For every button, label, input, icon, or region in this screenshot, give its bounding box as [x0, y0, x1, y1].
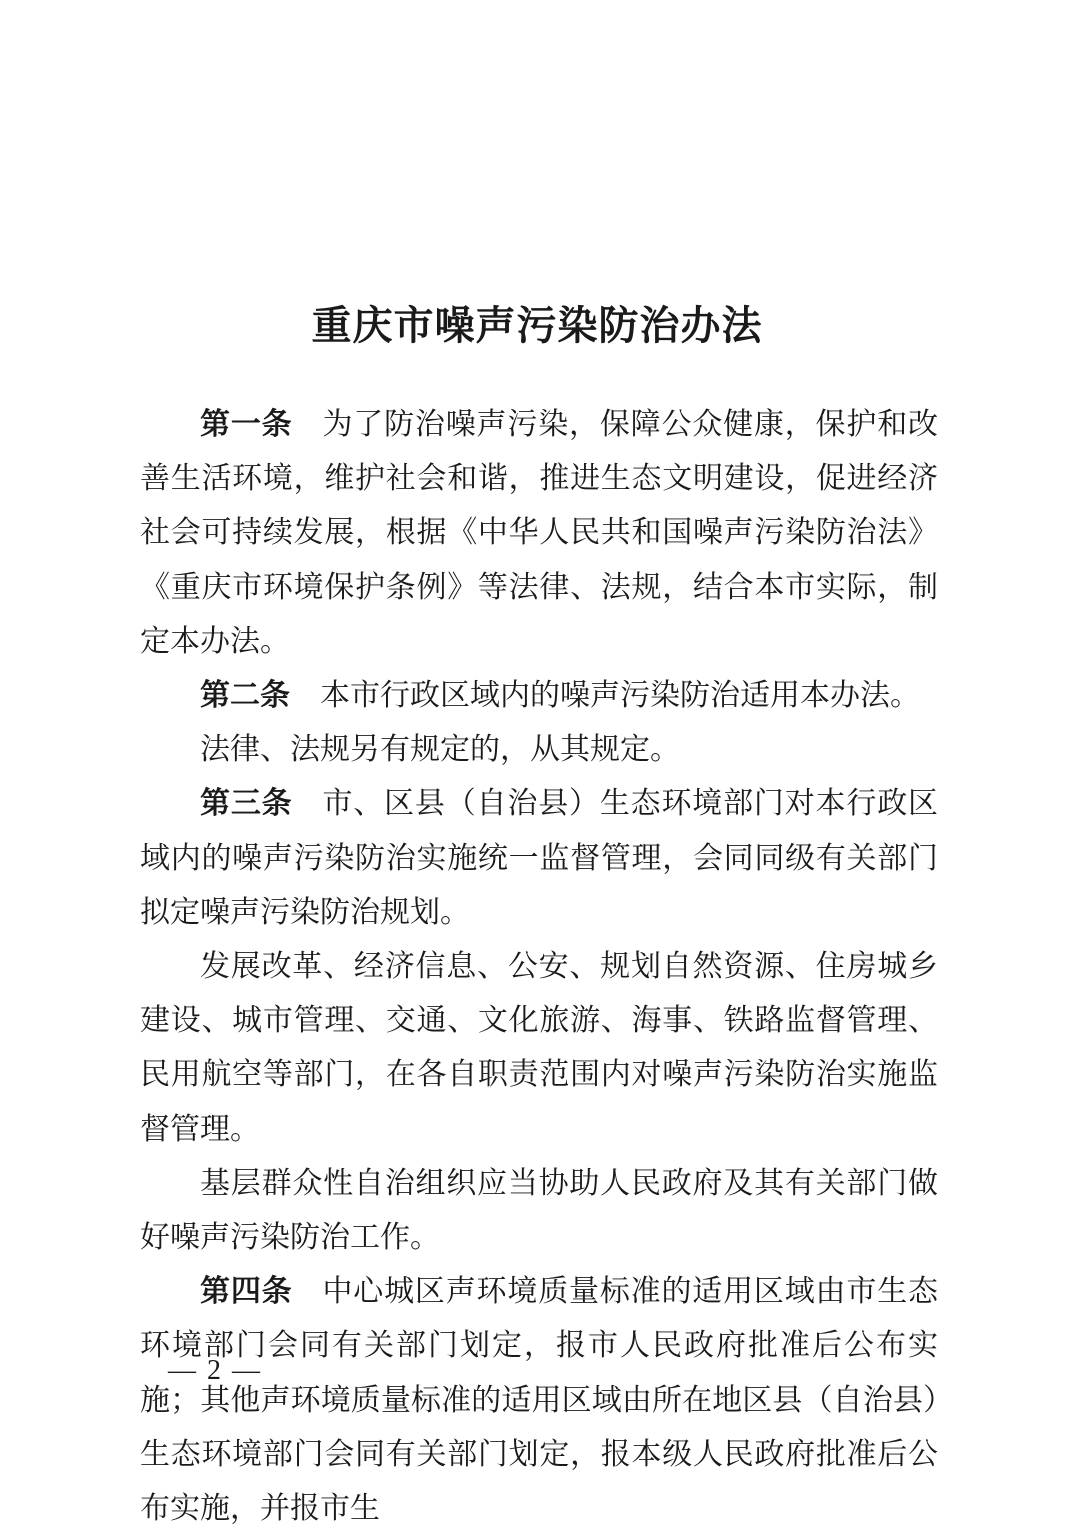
paragraph-article-4: [140, 1265, 938, 1536]
paragraph-article-3: [140, 777, 938, 940]
article-heading-3: 第三条: [200, 786, 293, 822]
paragraph-article-3-clause-2: [140, 940, 938, 1157]
paragraph-text: 法律、法规另有规定的，从其规定。: [200, 732, 680, 768]
document-title: 重庆市噪声污染防治办法: [311, 302, 763, 349]
article-heading-2: 第二条: [200, 678, 290, 714]
paragraph-text: 基层群众性自治组织应当协助人民政府及其有关部门做好噪声污染防治工作。: [140, 1165, 938, 1256]
paragraph-article-3-clause-3: [140, 1157, 938, 1265]
page-number: — 2 —: [168, 1355, 262, 1386]
paragraph-text: 市、区县（自治县）生态环境部门对本行政区域内的噪声污染防治实施统一监督管理，会同同级有关部门拟定噪声污染防治规划。: [140, 786, 939, 930]
article-heading-1: 第一条: [200, 407, 293, 442]
paragraph-text: 本市行政区域内的噪声污染防治适用本办法。: [320, 678, 920, 714]
paragraph-text: 为了防治噪声污染，保障公众健康，保护和改善生活环境，维护社会和谐，推进生态文明建设，促进经济社会可持续发展，根据《中华人民共和国噪声污染防治法》《重庆市环境保护条例》等法律、法规，结合本市实际，制定本办法。: [140, 407, 939, 659]
paragraph-article-1: [140, 398, 938, 669]
paragraph-text: 中心城区声环境质量标准的适用区域由市生态环境部门会同有关部门划定，报市人民政府批准后公布实施；其他声环境质量标准的适用区域由所在地区县（自治县）生态环境部门会同有关部门划定，报本级人民政府批准后公布实施，并报市生: [140, 1274, 939, 1527]
paragraph-article-2: [140, 669, 938, 723]
paragraph-text: 发展改革、经济信息、公安、规划自然资源、住房城乡建设、城市管理、交通、文化旅游、海事、铁路监督管理、民用航空等部门，在各自职责范围内对噪声污染防治实施监督管理。: [140, 949, 938, 1147]
paragraph-article-2-clause-2: [140, 723, 938, 777]
article-heading-4: 第四条: [200, 1274, 293, 1310]
